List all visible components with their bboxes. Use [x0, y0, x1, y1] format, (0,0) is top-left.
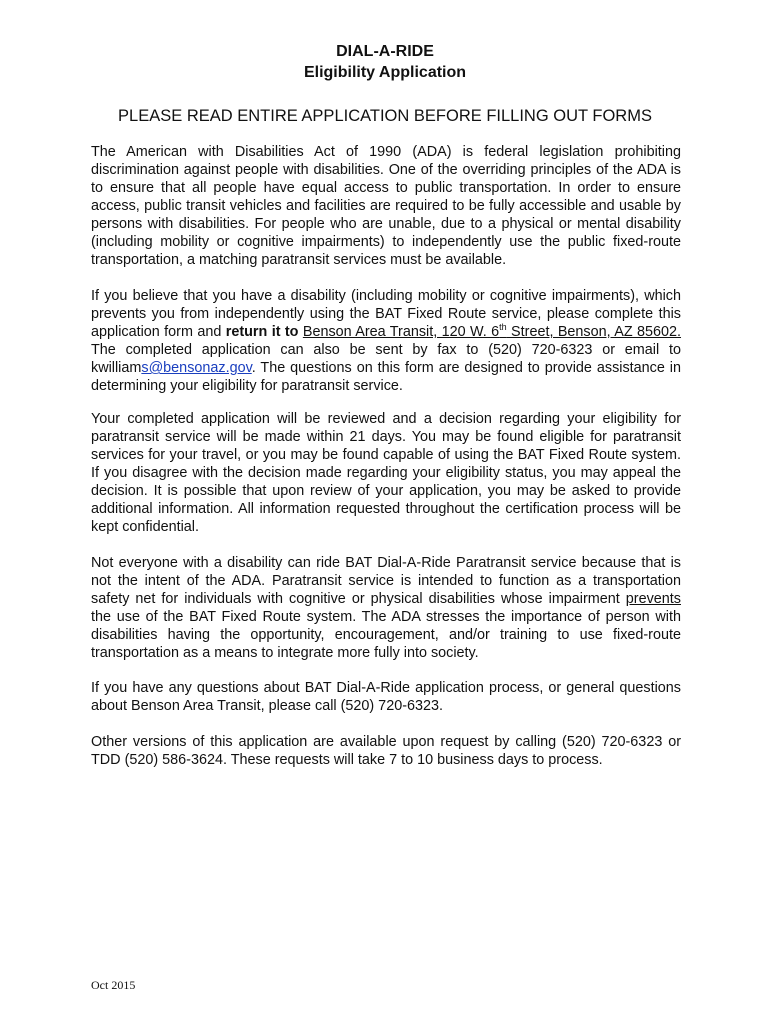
questions-paragraph: If you have any questions about BAT Dial-A-Ride application process, or general questions about Benson Area Transit, please call (520) 720-6323. — [91, 680, 681, 714]
intent-text-1: Not everyone with a disability can ride BAT Dial-A-Ride Paratransit service because that is not the intent of the ADA. Paratransit service is intended to function as a transportation safety net for individuals with cognitive or physical disabilities whose impairment — [91, 555, 681, 607]
ada-intro-paragraph: The American with Disabilities Act of 1990 (ADA) is federal legislation prohibiting discrimination against people with disabilities. One of the overriding principles of the ADA is to ensure that all people have equal access to public transportation. In order to ensure access, public transit vehicles and facilities are required to be fully accessible and usable by persons with disabilities. For people who are unable, due to a physical or mental disability (including mobility or cognitive impairments) to independently use the public fixed-route transportation, a matching paratransit services must be available. — [91, 144, 681, 268]
prevents-emphasis: prevents — [625, 591, 681, 607]
document-subtitle: Eligibility Application — [303, 64, 467, 81]
document-title: DIAL-A-RIDE — [336, 43, 434, 60]
other-versions-paragraph: Other versions of this application are available upon request by calling (520) 720-6323 or TDD (520) 586-3624. These requests will take 7 to 10 business days to process. — [91, 734, 681, 768]
eligibility-text-3: . The questions on this form are designed to provide assistance in determining your eligibility for paratransit service. — [91, 360, 681, 394]
footer-date: Oct 2015 — [91, 978, 136, 992]
return-label: return it to — [225, 324, 299, 340]
eligibility-paragraph — [91, 287, 681, 395]
eligibility-text-1: If you believe that you have a disability (including mobility or cognitive impairments), which prevents you from independently using the BAT Fixed Route service, please complete this application form and — [91, 288, 681, 340]
read-notice: PLEASE READ ENTIRE APPLICATION BEFORE FILLING OUT FORMS — [118, 107, 652, 125]
email-link[interactable]: s@bensonaz.gov — [141, 360, 252, 376]
review-paragraph: Your completed application will be reviewed and a decision regarding your eligibility for paratransit service will be made within 21 days. You may be found eligible for paratransit services for your travel, or you may be found capable of using the BAT Fixed Route system. If you disagree with the decision made regarding your eligibility status, you may appeal the decision. It is possible that upon review of your application, you may be asked to provide additional information. All information requested throughout the certification process will be kept confidential. — [91, 411, 681, 535]
mailing-address: Benson Area Transit, 120 W. 6th Street, Benson, AZ 85602. — [302, 322, 682, 340]
eligibility-text-2: The completed application can also be sent by fax to (520) 720-6323 or email to kwilliam — [91, 342, 681, 376]
intent-paragraph — [91, 554, 681, 662]
intent-text-2: the use of the BAT Fixed Route system. The ADA stresses the importance of person with disabilities having the opportunity, encouragement, and/or training to use fixed-route transportation as a means to integrate more fully into society. — [91, 609, 681, 661]
